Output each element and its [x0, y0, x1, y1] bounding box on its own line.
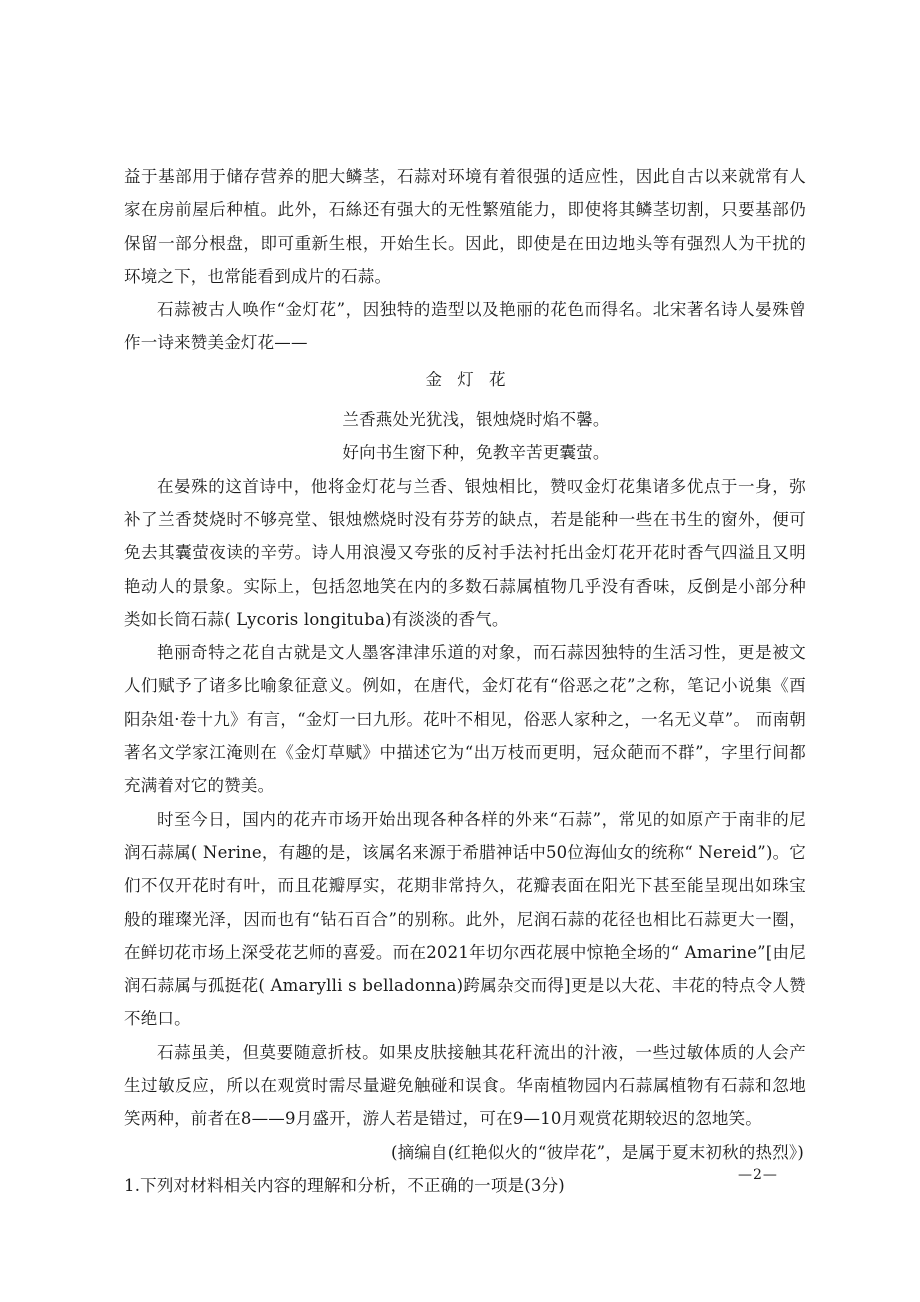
page-number: —2— [738, 1167, 778, 1183]
source-citation: (摘编自(红艳似火的“彼岸花”，是属于夏末初秋的热烈》) [390, 1142, 804, 1162]
question-1: 1.下列对材料相关内容的理解和分析，不正确的一项是(3分) [124, 1175, 565, 1195]
poem-line-2: 好向书生窗下种，免教辛苦更囊萤。 [342, 443, 610, 463]
paragraph-4: 艳丽奇特之花自古就是文人墨客津津乐道的对象，而石蒜因独特的生活习性，更是被文人们赋予了诸多比喻象征意义。例如，在唐代，金灯花有“俗恶之花”之称，笔记小说集《酉阳杂俎·卷十九》有言，“金灯一曰九形。花叶不相见，俗恶人家种之，一名无义草”。 而南朝著名文学家江淹则在《金灯草赋》中描述它为“出万枝而更明，冠众葩而不群”，字里行间都充满着对它的赞美。 [124, 643, 806, 796]
paragraph-1: 益于基部用于储存营养的肥大鳞茎，石蒜对环境有着很强的适应性，因此自古以来就常有人家在房前屋后种植。此外，石絲还有强大的无性繁殖能力，即使将其鳞茎切割，只要基部仍保留一部分根盘，即可重新生根，开始生长。因此，即使是在田边地头等有强烈人为干扰的环境之下，也常能看到成片的石蒜。 [124, 167, 806, 286]
poem-title: 金 灯 花 [425, 369, 511, 389]
paragraph-3: 在晏殊的这首诗中，他将金灯花与兰香、银烛相比，赞叹金灯花集诸多优点于一身，弥补了兰香焚烧时不够亮堂、银烛燃烧时没有芬芳的缺点，若是能种一些在书生的窗外，便可免去其囊萤夜读的辛劳。诗人用浪漫又夸张的反衬手法衬托出金灯花开花时香气四溢且又明艳动人的景象。实际上，包括忽地笑在内的多数石蒜属植物几乎没有香味，反倒是小部分种类如长筒石蒜( Lycoris longituba)有淡淡的香气。 [124, 476, 806, 629]
document-body [124, 160, 806, 1202]
paragraph-6: 石蒜虽美，但莫要随意折枝。如果皮肤接触其花秆流出的汁液，一些过敏体质的人会产生过敏反应，所以在观赏时需尽量避免触碰和误食。华南植物园内石蒜属植物有石蒜和忽地笑两种，前者在8——9月盛开，游人若是错过，可在9—10月观赏花期较迟的忽地笑。 [124, 1042, 806, 1129]
paragraph-2: 石蒜被古人唤作“金灯花”，因独特的造型以及艳丽的花色而得名。北宋著名诗人晏殊曾作一诗来赞美金灯花—— [124, 300, 806, 353]
poem-line-1: 兰香燕处光犹浅，银烛烧时焰不馨。 [342, 410, 610, 430]
paragraph-5: 时至今日，国内的花卉市场开始出现各种各样的外来“石蒜”，常见的如原产于南非的尼润石蒜属( Nerine，有趣的是，该属名来源于希腊神话中50位海仙女的统称“ Nereid”)。它们不仅开花时有叶，而且花瓣厚实，花期非常持久，花瓣表面在阳光下甚至能呈现出如珠宝般的璀璨光泽，因而也有“钻石百合”的别称。此外，尼润石蒜的花径也相比石蒜更大一圈，在鲜切花市场上深受花艺师的喜爱。而在2021年切尔西花展中惊艳全场的“ Amarine”[由尼润石蒜属与孤挺花( Amarylli s belladonna)跨属杂交而得]更是以大花、丰花的特点令人赞不绝口。 [124, 809, 806, 1029]
